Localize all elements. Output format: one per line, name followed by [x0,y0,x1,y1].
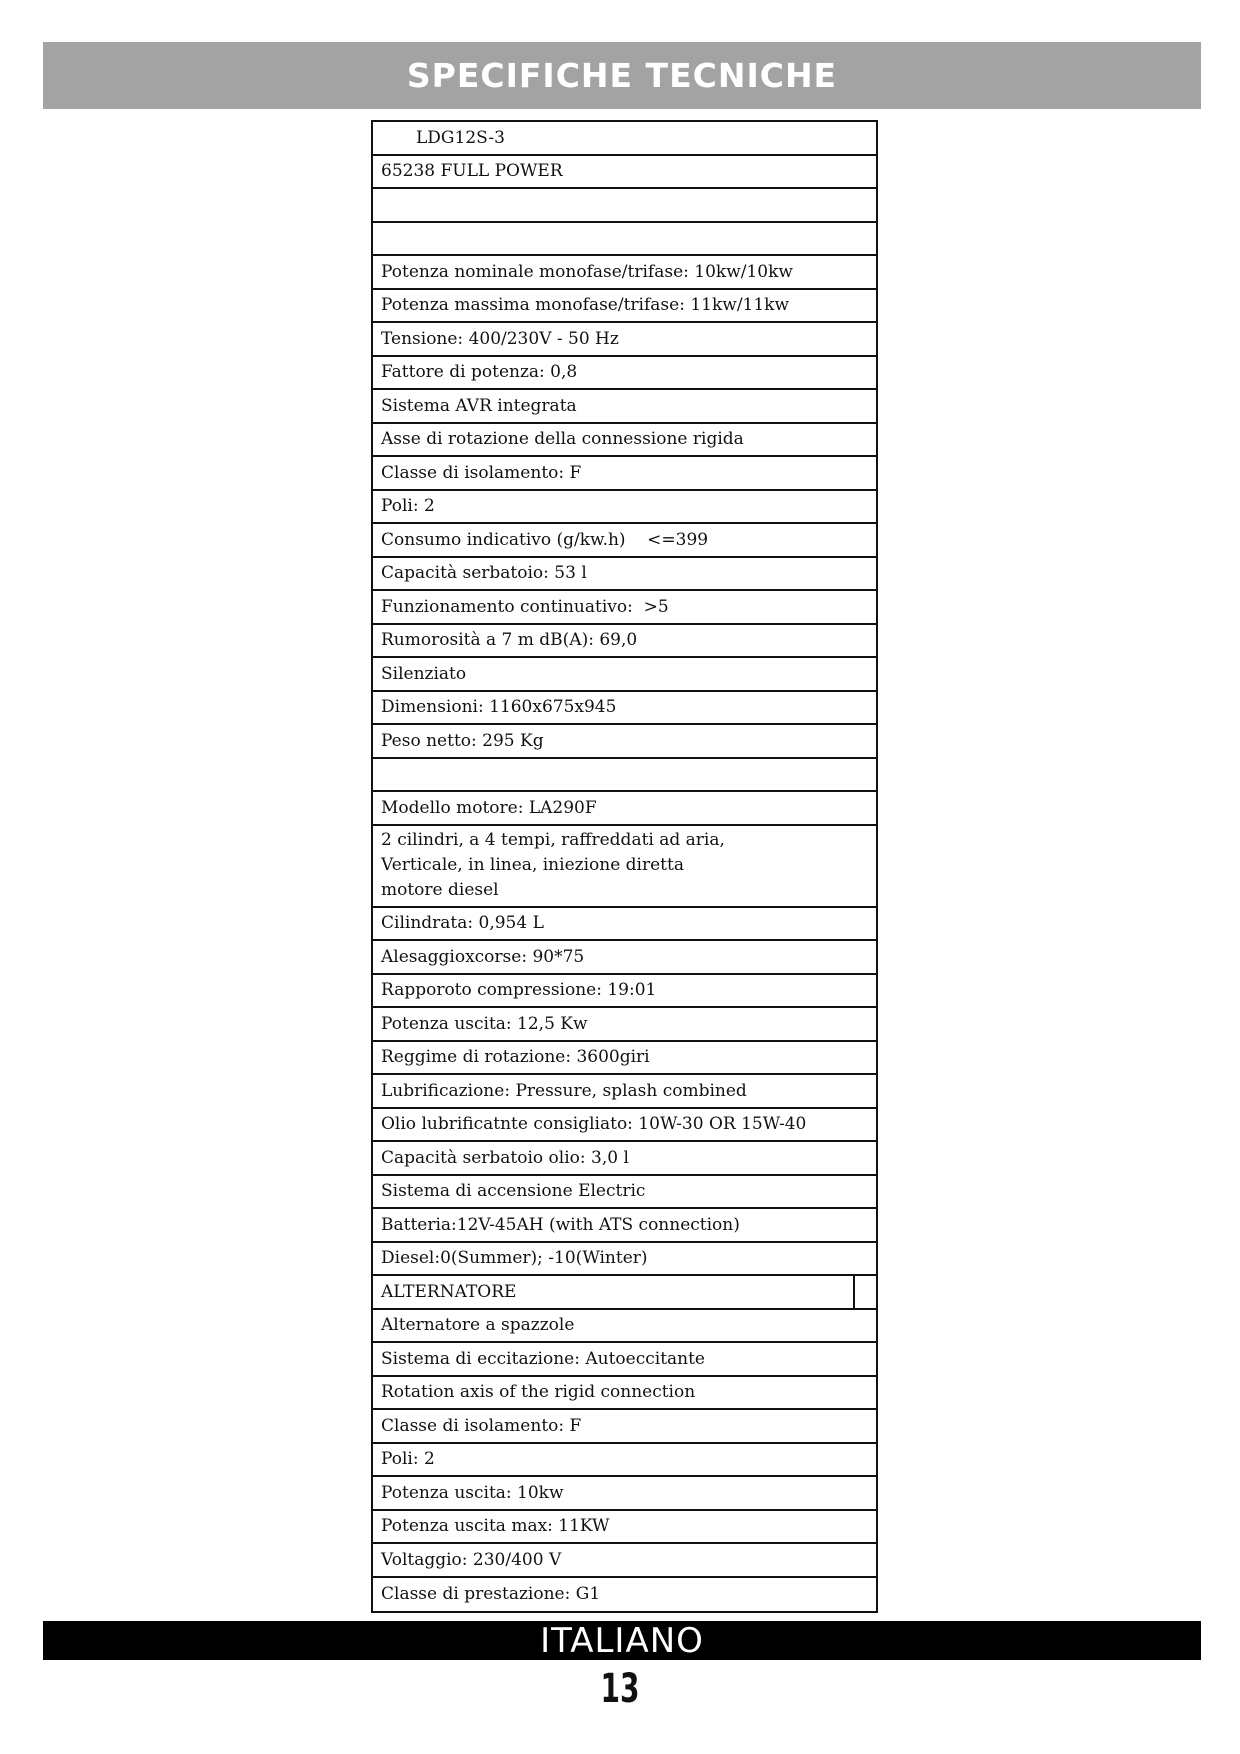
spec-row: Sistema AVR integrata [373,390,876,424]
spec-row: Sistema di eccitazione: Autoeccitante [373,1343,876,1377]
spec-row: Rumorosità a 7 m dB(A): 69,0 [373,625,876,659]
spec-row: Capacità serbatoio: 53 l [373,558,876,592]
spec-row: Rotation axis of the rigid connection [373,1377,876,1411]
page-title: SPECIFICHE TECNICHE [406,56,838,95]
spec-row: Batteria:12V-45AH (with ATS connection) [373,1209,876,1243]
spec-table [371,120,878,1613]
page-header [43,42,1201,109]
spec-row: Potenza uscita max: 11KW [373,1511,876,1545]
page-number: 13 [600,1666,640,1712]
engine-description-line: motore diesel [381,880,499,900]
spec-row: Rapporoto compressione: 19:01 [373,975,876,1009]
spec-row: Lubrificazione: Pressure, splash combined [373,1075,876,1109]
spec-row-empty [373,223,876,257]
spec-row: Potenza massima monofase/trifase: 11kw/11kw [373,290,876,324]
spec-row: Diesel:0(Summer); -10(Winter) [373,1243,876,1277]
spec-row: Silenziato [373,658,876,692]
spec-row: Funzionamento continuativo: >5 [373,591,876,625]
spec-row: Voltaggio: 230/400 V [373,1544,876,1578]
spec-row: Olio lubrificatnte consigliato: 10W-30 OR 15W-40 [373,1109,876,1143]
spec-row-alternator-heading: ALTERNATORE [373,1276,876,1310]
spec-row: Potenza uscita: 12,5 Kw [373,1008,876,1042]
spec-row: Tensione: 400/230V - 50 Hz [373,323,876,357]
spec-row-empty [373,189,876,223]
spec-row: Capacità serbatoio olio: 3,0 l [373,1142,876,1176]
spec-row: Poli: 2 [373,1444,876,1478]
spec-row: Sistema di accensione Electric [373,1176,876,1210]
spec-row: Dimensioni: 1160x675x945 [373,692,876,726]
spec-row: Poli: 2 [373,491,876,525]
spec-row-empty [373,759,876,793]
spec-row: Peso netto: 295 Kg [373,725,876,759]
spec-row: Consumo indicativo (g/kw.h) <=399 [373,524,876,558]
spec-row: Asse di rotazione della connessione rigida [373,424,876,458]
spec-row: Alesaggioxcorse: 90*75 [373,941,876,975]
spec-row-model: LDG12S-3 [373,122,876,156]
engine-description-line: Verticale, in linea, iniezione diretta [381,855,684,875]
spec-row: Classe di isolamento: F [373,1410,876,1444]
spec-row: Classe di isolamento: F [373,457,876,491]
spec-row-engine-model: Modello motore: LA290F [373,792,876,826]
footer-language-bar [43,1621,1201,1660]
spec-row: Potenza nominale monofase/trifase: 10kw/10kw [373,256,876,290]
spec-row: Reggime di rotazione: 3600giri [373,1042,876,1076]
spec-row: Fattore di potenza: 0,8 [373,357,876,391]
spec-row-code: 65238 FULL POWER [373,156,876,190]
spec-row-engine-description [373,826,876,908]
spec-row: Potenza uscita: 10kw [373,1477,876,1511]
language-label: ITALIANO [540,1620,704,1661]
spec-row: Classe di prestazione: G1 [381,1584,601,1605]
engine-description-line: 2 cilindri, a 4 tempi, raffreddati ad aria, [381,830,725,850]
spec-row: Alternatore a spazzole [373,1310,876,1344]
spec-row: Cilindrata: 0,954 L [373,908,876,942]
